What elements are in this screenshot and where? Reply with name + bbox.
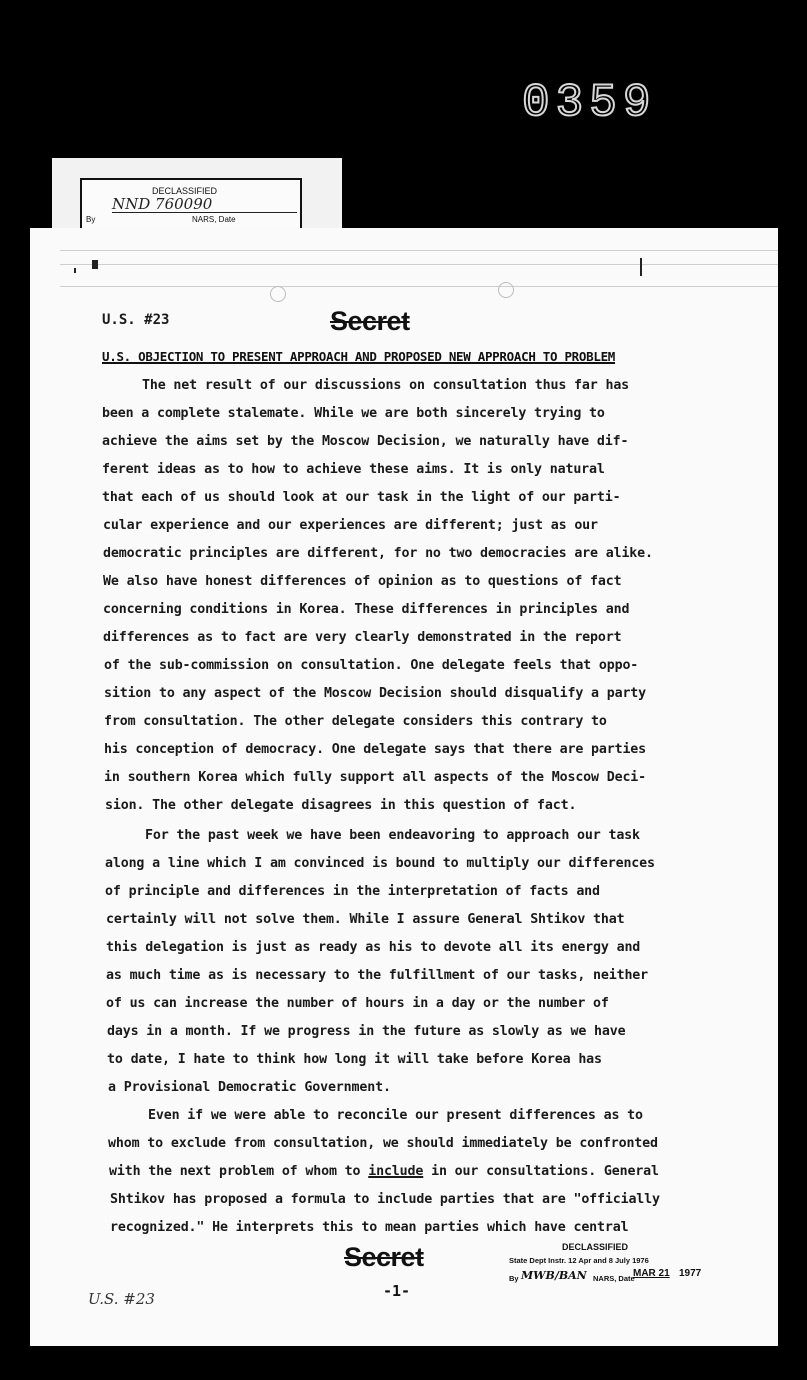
- text-line: [109, 1164, 659, 1179]
- document-title: U.S. OBJECTION TO PRESENT APPROACH AND PROPOSED NEW APPROACH TO PROBLEM: [102, 349, 616, 364]
- document-code: U.S. #23: [102, 312, 170, 328]
- text-line: sion. The other delegate disagrees in this question of fact.: [105, 798, 577, 813]
- stamp-by-label: By: [509, 1274, 519, 1283]
- text-line: concerning conditions in Korea. These differences in principles and: [103, 602, 630, 617]
- text-line: whom to exclude from consultation, we should immediately be confronted: [108, 1136, 658, 1151]
- text-line: cular experience and our experiences are different; just as our: [103, 518, 598, 533]
- text-line: along a line which I am convinced is bound to multiply our differences: [105, 856, 655, 871]
- text-line: certainly will not solve them. While I assure General Shtikov that: [106, 912, 625, 927]
- text-line: of us can increase the number of hours in a day or the number of: [106, 996, 609, 1011]
- text-line: recognized." He interprets this to mean parties which have central: [110, 1220, 629, 1235]
- underlined-word: include: [368, 1164, 424, 1179]
- classification-marking-bottom: Secret: [344, 1242, 424, 1272]
- stamp-signature: MWB/BAN: [521, 1269, 587, 1282]
- text-line: For the past week we have been endeavoring to approach our task: [145, 828, 640, 843]
- text-line: been a complete stalemate. While we are both sincerely trying to: [102, 406, 605, 421]
- declass-nars-date-label: NARS, Date: [192, 215, 236, 224]
- text-line: differences as to fact are very clearly demonstrated in the report: [103, 630, 622, 645]
- stamp-title: DECLASSIFIED: [562, 1242, 629, 1252]
- text-line: his conception of democracy. One delegate says that there are parties: [104, 742, 647, 757]
- stamp-date: MAR 21: [633, 1268, 670, 1279]
- text-run: with the next problem of whom to: [109, 1164, 369, 1179]
- document-page: [30, 228, 778, 1346]
- text-line: this delegation is just as ready as his to devote all its energy and: [106, 940, 641, 955]
- text-line: to date, I hate to think how long it will take before Korea has: [107, 1052, 602, 1067]
- letterhead-rule: [60, 264, 778, 265]
- declassification-slip: [52, 158, 342, 236]
- text-line: ferent ideas as to how to achieve these aims. It is only natural: [102, 462, 605, 477]
- text-line: democratic principles are different, for no two democracies are alike.: [103, 546, 653, 561]
- text-line: of principle and differences in the interpretation of facts and: [105, 884, 600, 899]
- classification-marking-top: Secret: [330, 306, 410, 336]
- letterhead-rule: [60, 250, 778, 251]
- text-line: The net result of our discussions on consultation thus far has: [142, 378, 630, 393]
- punch-hole: [498, 282, 514, 298]
- ink-speck: [640, 258, 642, 276]
- declass-slip-title: DECLASSIFIED: [152, 186, 218, 196]
- declass-authority-number: NND 760090: [112, 195, 213, 213]
- letterhead-rule: [60, 286, 778, 287]
- text-line: that each of us should look at our task in the light of our parti-: [102, 490, 621, 505]
- ink-speck: [74, 268, 76, 273]
- declassification-box: [80, 178, 302, 232]
- text-line: a Provisional Democratic Government.: [108, 1080, 391, 1095]
- text-line: sition to any aspect of the Moscow Decision should disqualify a party: [104, 686, 647, 701]
- stamp-year: 1977: [679, 1268, 702, 1279]
- page-number: -1-: [383, 1282, 411, 1300]
- text-line: We also have honest differences of opinion as to questions of fact: [103, 574, 622, 589]
- microfilm-frame-number: 0359: [522, 77, 657, 129]
- text-line: of the sub-commission on consultation. One delegate feels that oppo-: [104, 658, 639, 673]
- text-line: Shtikov has proposed a formula to include parties that are "officially: [110, 1192, 660, 1207]
- text-run: in our consultations. General: [423, 1164, 659, 1179]
- text-line: in southern Korea which fully support all aspects of the Moscow Deci-: [104, 770, 647, 785]
- declass-by-label: By: [86, 215, 96, 224]
- text-line: Even if we were able to reconcile our present differences as to: [148, 1108, 643, 1123]
- text-line: achieve the aims set by the Moscow Decision, we naturally have dif-: [102, 434, 629, 449]
- ink-speck: [92, 260, 98, 269]
- text-line: from consultation. The other delegate considers this contrary to: [104, 714, 607, 729]
- text-line: days in a month. If we progress in the future as slowly as we have: [107, 1024, 626, 1039]
- declass-rule: [112, 212, 297, 213]
- handwritten-note: U.S. #23: [88, 1290, 155, 1308]
- text-line: as much time as is necessary to the fulfillment of our tasks, neither: [106, 968, 649, 983]
- punch-hole: [270, 286, 286, 302]
- stamp-nars-date-label: NARS, Date: [593, 1274, 635, 1283]
- stamp-authority: State Dept Instr. 12 Apr and 8 July 1976: [509, 1256, 649, 1265]
